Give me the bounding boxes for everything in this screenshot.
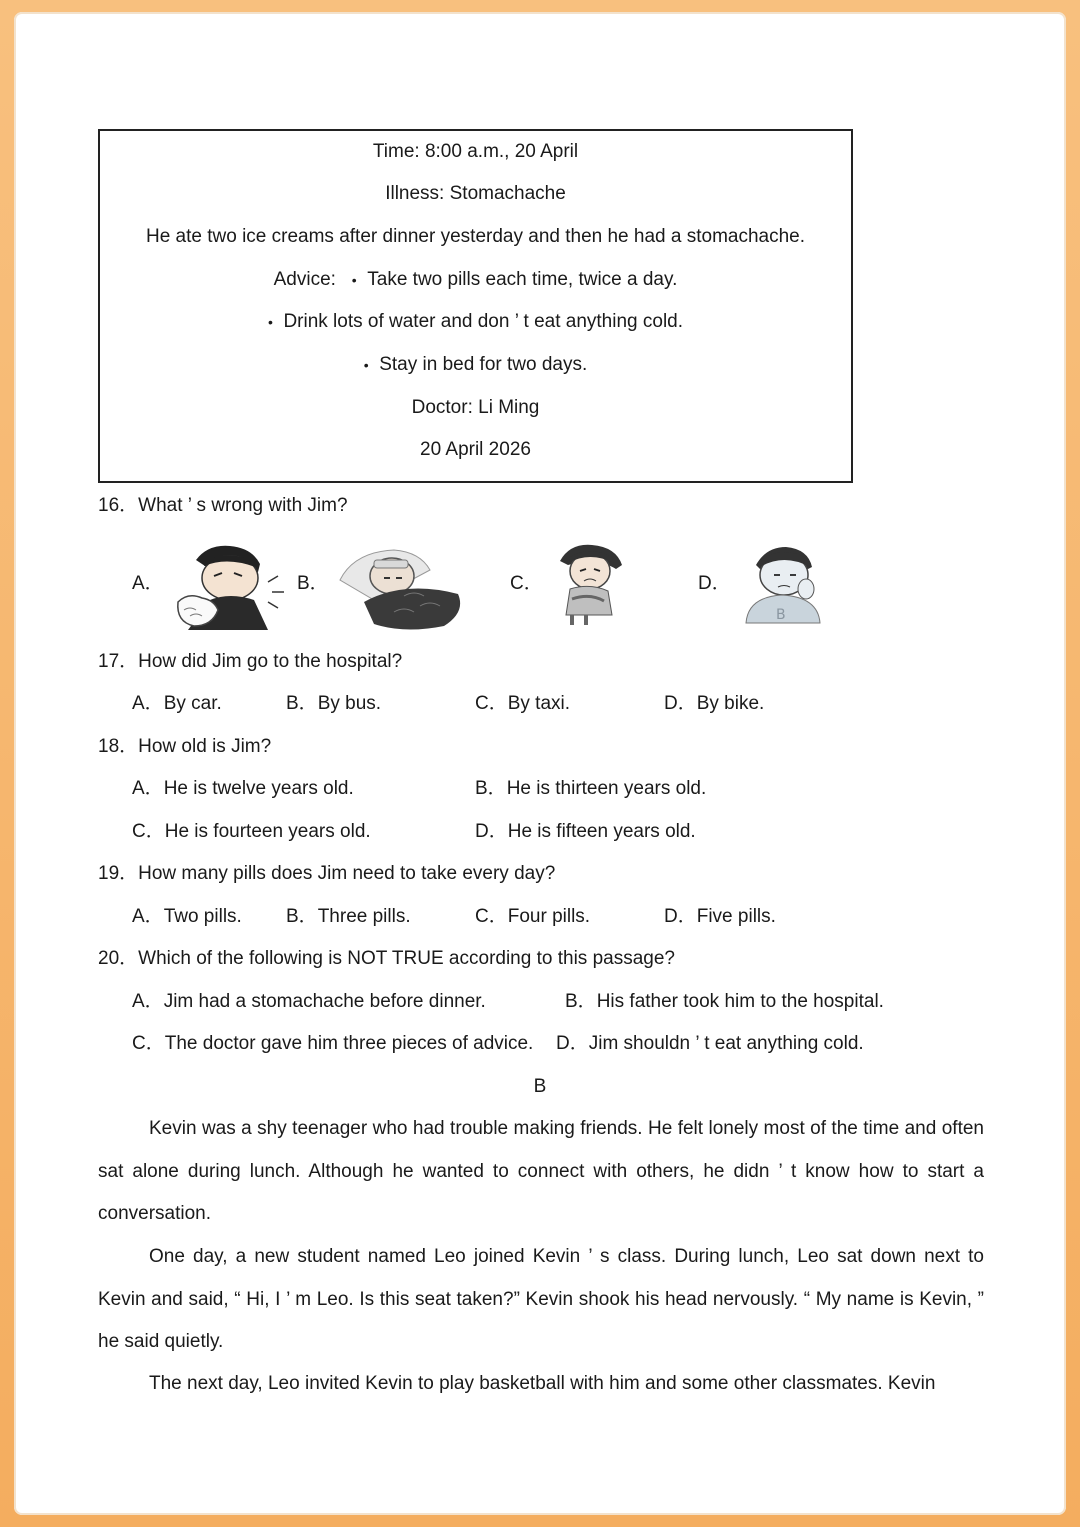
option-text: He is fourteen years old. (164, 821, 371, 842)
passage-paragraph: One day, a new student named Leo joined Kevin ’ s class. During lunch, Leo sat down next to Kevin and said, “ Hi, I ’ m Leo. Is this seat taken?” Kevin shook his head nervously. “ My name is Kevin, ” he said quietly. (98, 1246, 984, 1353)
question-text: How old is Jim? (138, 736, 272, 757)
record-time: Time: 8:00 a.m., 20 April (372, 141, 579, 162)
question-19 (98, 862, 555, 886)
bullet: • (267, 314, 273, 330)
option-b[interactable] (286, 905, 411, 929)
option-letter: B． (286, 693, 318, 714)
option-letter: D． (664, 906, 697, 927)
record-advice-1 (100, 269, 851, 291)
option-letter: D． (556, 1033, 589, 1054)
question-text: How did Jim go to the hospital? (138, 651, 403, 672)
option-text: Four pills. (507, 906, 591, 927)
record-advice-2 (100, 311, 851, 333)
record-date: 20 April 2026 (420, 439, 531, 460)
option-d[interactable] (556, 1032, 864, 1056)
option-d[interactable] (664, 692, 764, 716)
option-text: Jim shouldn ’ t eat anything cold. (588, 1033, 864, 1054)
advice-item: Drink lots of water and don ’ t eat anything cold. (283, 311, 684, 332)
option-letter: A． (132, 778, 164, 799)
option-letter: D． (475, 821, 508, 842)
question-16 (98, 494, 348, 518)
section-b-heading: B (533, 1076, 547, 1097)
option-letter: B． (475, 778, 507, 799)
option-c[interactable] (132, 1032, 533, 1056)
svg-text:B: B (776, 607, 786, 623)
record-description: He ate two ice creams after dinner yesterday and then he had a stomachache. (145, 226, 806, 247)
passage-paragraph: Kevin was a shy teenager who had trouble making friends. He felt lonely most of the time and often sat alone during lunch. Although he wanted to connect with others, he didn ’ t know how to start a conversation. (98, 1118, 984, 1225)
option-text: By bus. (317, 693, 382, 714)
option-b[interactable] (565, 990, 884, 1014)
option-text: Jim had a stomachache before dinner. (163, 991, 486, 1012)
option-a[interactable] (132, 990, 486, 1014)
option-d[interactable] (475, 820, 696, 844)
question-text: What ’ s wrong with Jim? (138, 495, 348, 516)
option-text: By bike. (696, 693, 765, 714)
option-c[interactable] (132, 820, 371, 844)
option-letter: A． (132, 693, 164, 714)
record-advice-3 (100, 354, 851, 376)
option-letter: A． (132, 991, 164, 1012)
advice-item: Take two pills each time, twice a day. (367, 269, 678, 290)
option-b[interactable] (286, 692, 381, 716)
option-letter: C． (132, 821, 165, 842)
option-d[interactable] (664, 905, 776, 929)
question-17 (98, 650, 402, 674)
advice-label: Advice: (273, 269, 336, 290)
option-text: His father took him to the hospital. (596, 991, 884, 1012)
boy-holding-stomach-icon[interactable] (546, 543, 626, 625)
option-a[interactable] (132, 905, 242, 929)
question-number: 16． (98, 495, 139, 516)
question-number: 17． (98, 651, 139, 672)
medical-record-card (98, 129, 853, 483)
option-text: Three pills. (317, 906, 411, 927)
boy-sick-in-bed-icon[interactable] (334, 540, 470, 632)
bullet: • (351, 272, 357, 288)
option-b[interactable] (475, 777, 706, 801)
passage-paragraph: The next day, Leo invited Kevin to play basketball with him and some other classmates. Kevin (149, 1373, 936, 1394)
question-text: Which of the following is NOT TRUE according to this passage? (138, 948, 675, 969)
option-text: He is twelve years old. (163, 778, 354, 799)
option-text: By car. (163, 693, 222, 714)
boy-with-toothache-icon[interactable] (738, 545, 824, 625)
record-illness: Illness: Stomachache (385, 183, 566, 204)
question-number: 19． (98, 863, 139, 884)
advice-item: Stay in bed for two days. (379, 354, 588, 375)
option-letter: D． (664, 693, 697, 714)
option-c[interactable] (475, 905, 590, 929)
bullet: • (363, 357, 369, 373)
option-text: Five pills. (696, 906, 776, 927)
question-number: 18． (98, 736, 139, 757)
question-20 (98, 947, 675, 971)
boy-blowing-nose-icon[interactable] (168, 542, 290, 630)
option-c[interactable] (475, 692, 570, 716)
option-letter[interactable]: D． (698, 573, 731, 594)
option-letter: B． (286, 906, 318, 927)
option-letter: A． (132, 906, 164, 927)
option-letter[interactable]: B． (297, 573, 329, 594)
option-letter[interactable]: A． (132, 573, 164, 594)
option-text: He is fifteen years old. (507, 821, 696, 842)
option-text: Two pills. (163, 906, 242, 927)
option-letter: C． (132, 1033, 165, 1054)
option-a[interactable] (132, 692, 222, 716)
option-letter: C． (475, 693, 508, 714)
question-18 (98, 735, 271, 759)
option-letter: B． (565, 991, 597, 1012)
question-number: 20． (98, 948, 139, 969)
option-letter: C． (475, 906, 508, 927)
option-a[interactable] (132, 777, 354, 801)
question-text: How many pills does Jim need to take every day? (138, 863, 556, 884)
option-text: He is thirteen years old. (506, 778, 707, 799)
option-letter[interactable]: C． (510, 573, 543, 594)
option-text: The doctor gave him three pieces of advice. (164, 1033, 534, 1054)
record-doctor: Doctor: Li Ming (411, 397, 540, 418)
option-text: By taxi. (507, 693, 571, 714)
